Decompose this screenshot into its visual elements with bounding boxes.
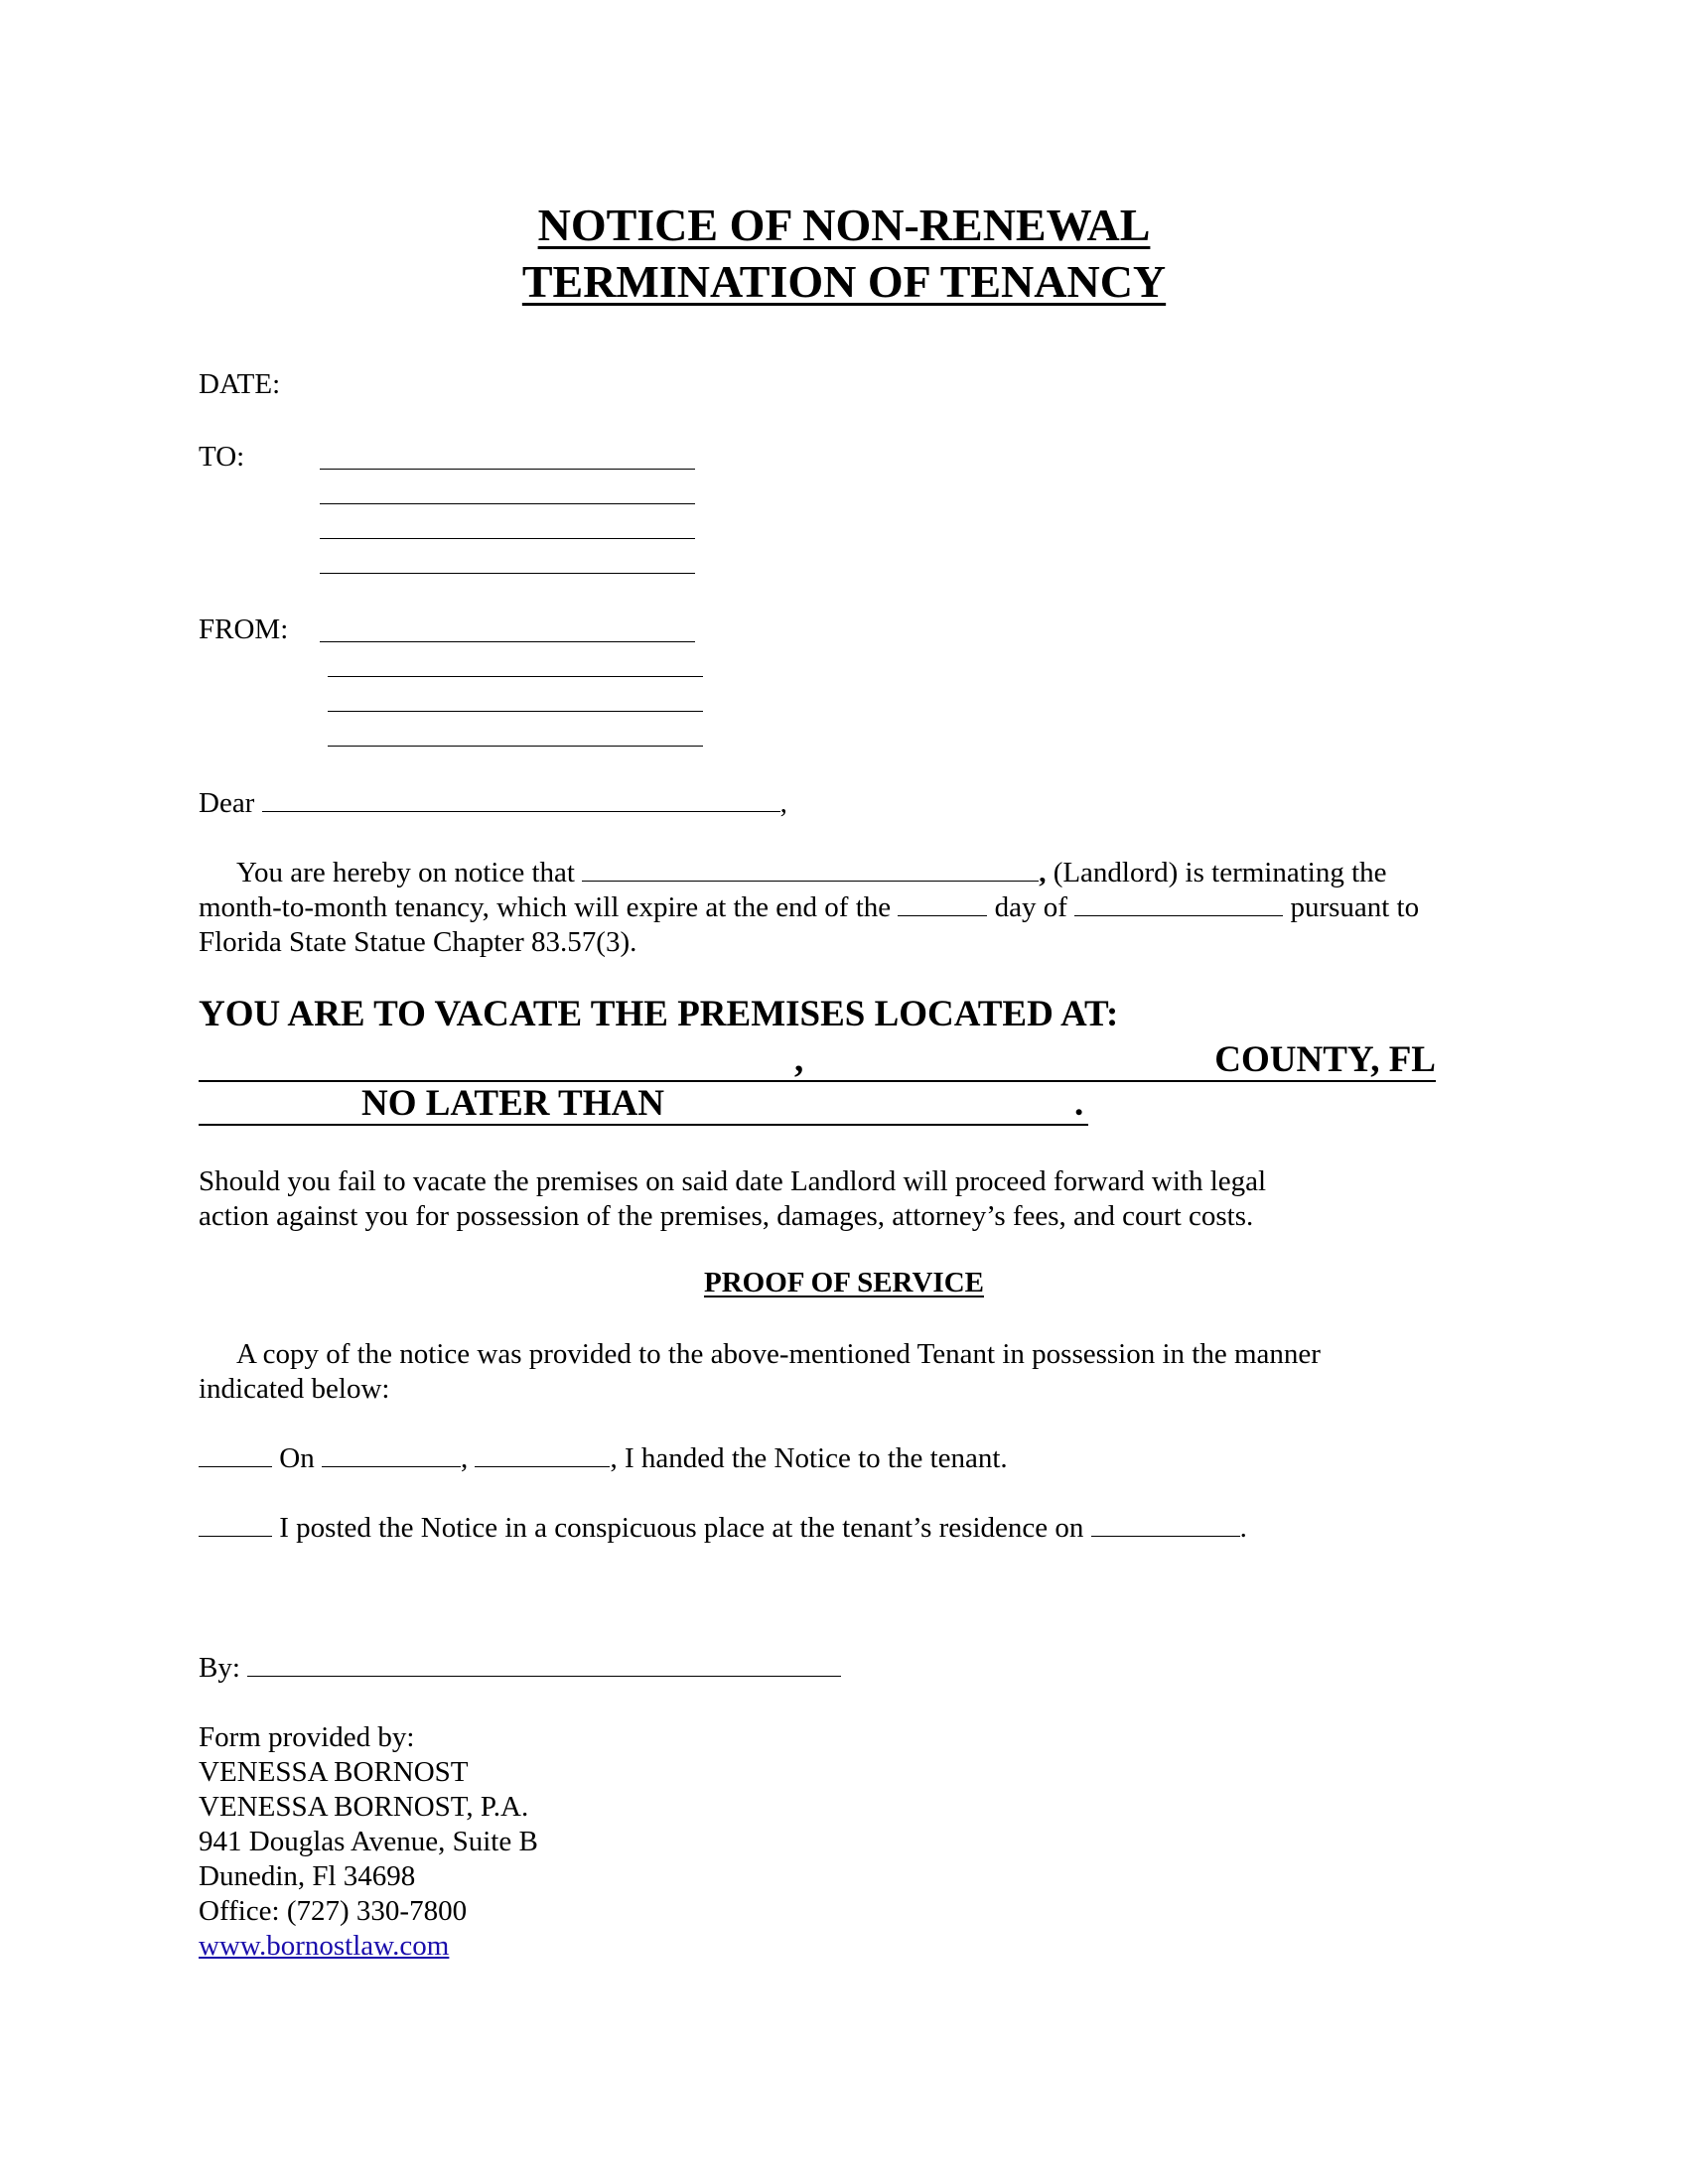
by-label: By: <box>199 1652 240 1684</box>
website-link[interactable]: www.bornostlaw.com <box>199 1930 450 1962</box>
document-title-line2: TERMINATION OF TENANCY <box>521 256 1167 307</box>
footer-firm: VENESSA BORNOST, P.A. <box>199 1791 529 1823</box>
vacate-deadline-line[interactable] <box>199 1082 1088 1128</box>
from-line-3[interactable] <box>328 711 703 712</box>
notice-text-2: (Landlord) is terminating the <box>1053 857 1387 888</box>
warning-line-2: action against you for possession of the premises, damages, attorney’s fees, and court costs. <box>199 1200 1254 1232</box>
no-later-than-label: NO LATER THAN <box>361 1083 664 1124</box>
vacate-heading: YOU ARE TO VACATE THE PREMISES LOCATED AT: <box>199 994 1119 1034</box>
notice-comma: , <box>1039 857 1047 888</box>
from-line-1[interactable] <box>320 641 695 642</box>
posted-text: I posted the Notice in a conspicuous place at the tenant’s residence on <box>279 1512 1084 1544</box>
signature-line <box>199 1651 841 1686</box>
proof-intro-line-2: indicated below: <box>199 1373 390 1405</box>
salutation-prefix: Dear <box>199 787 255 819</box>
posted-period: . <box>1239 1512 1247 1544</box>
proof-intro-line-1: A copy of the notice was provided to the above-mentioned Tenant in possession in the manner <box>236 1338 1321 1370</box>
notice-line-3: Florida State Statue Chapter 83.57(3). <box>199 926 637 958</box>
landlord-name-blank[interactable] <box>582 880 1039 882</box>
warning-line-1: Should you fail to vacate the premises on said date Landlord will proceed forward with legal <box>199 1165 1267 1197</box>
handed-check-blank[interactable] <box>199 1465 272 1467</box>
signature-blank[interactable] <box>247 1675 841 1677</box>
to-line-4[interactable] <box>320 573 695 574</box>
footer-provided-by: Form provided by: <box>199 1721 415 1753</box>
month-blank[interactable] <box>1074 914 1283 916</box>
document-title-line1: NOTICE OF NON-RENEWAL <box>537 200 1151 250</box>
to-line-1[interactable] <box>320 469 695 470</box>
vacate-address-line[interactable] <box>199 1038 1436 1084</box>
notice-text-4: day of <box>994 891 1067 923</box>
notice-text-5: pursuant to <box>1290 891 1420 923</box>
vacate-deadline-underline <box>199 1124 1088 1126</box>
date-label: DATE: <box>199 368 281 400</box>
from-line-2[interactable] <box>328 676 703 677</box>
day-blank[interactable] <box>898 914 987 916</box>
handed-date-blank[interactable] <box>322 1465 461 1467</box>
recipient-name-blank[interactable] <box>262 810 780 812</box>
footer-name: VENESSA BORNOST <box>199 1756 469 1788</box>
vacate-address-comma: , <box>794 1039 804 1080</box>
footer-website-wrap <box>199 1929 449 1964</box>
handed-comma: , <box>460 1442 469 1474</box>
vacate-county-label: COUNTY, FL <box>1214 1039 1436 1080</box>
to-line-3[interactable] <box>320 538 695 539</box>
notice-line-1 <box>236 856 1387 890</box>
proof-option-posted <box>199 1511 1247 1546</box>
notice-text-3: month-to-month tenancy, which will expire at the end of the <box>199 891 892 923</box>
handed-text: , I handed the Notice to the tenant. <box>610 1442 1008 1474</box>
from-line-4[interactable] <box>328 746 703 747</box>
notice-line-2 <box>199 890 1419 925</box>
handed-year-blank[interactable] <box>475 1465 610 1467</box>
posted-date-blank[interactable] <box>1091 1535 1240 1537</box>
footer-address: 941 Douglas Avenue, Suite B <box>199 1826 538 1857</box>
proof-of-service-title: PROOF OF SERVICE <box>703 1267 984 1298</box>
footer-city: Dunedin, Fl 34698 <box>199 1860 416 1892</box>
handed-on-label: On <box>279 1442 315 1474</box>
notice-text-1: You are hereby on notice that <box>236 857 575 888</box>
salutation-comma: , <box>779 787 787 819</box>
to-line-2[interactable] <box>320 503 695 504</box>
vacate-deadline-period: . <box>1074 1083 1084 1124</box>
footer-office-phone: Office: (727) 330-7800 <box>199 1895 468 1927</box>
to-label: TO: <box>199 441 245 473</box>
posted-check-blank[interactable] <box>199 1535 272 1537</box>
salutation <box>199 786 787 821</box>
from-label: FROM: <box>199 614 289 645</box>
proof-option-handed <box>199 1441 1008 1476</box>
